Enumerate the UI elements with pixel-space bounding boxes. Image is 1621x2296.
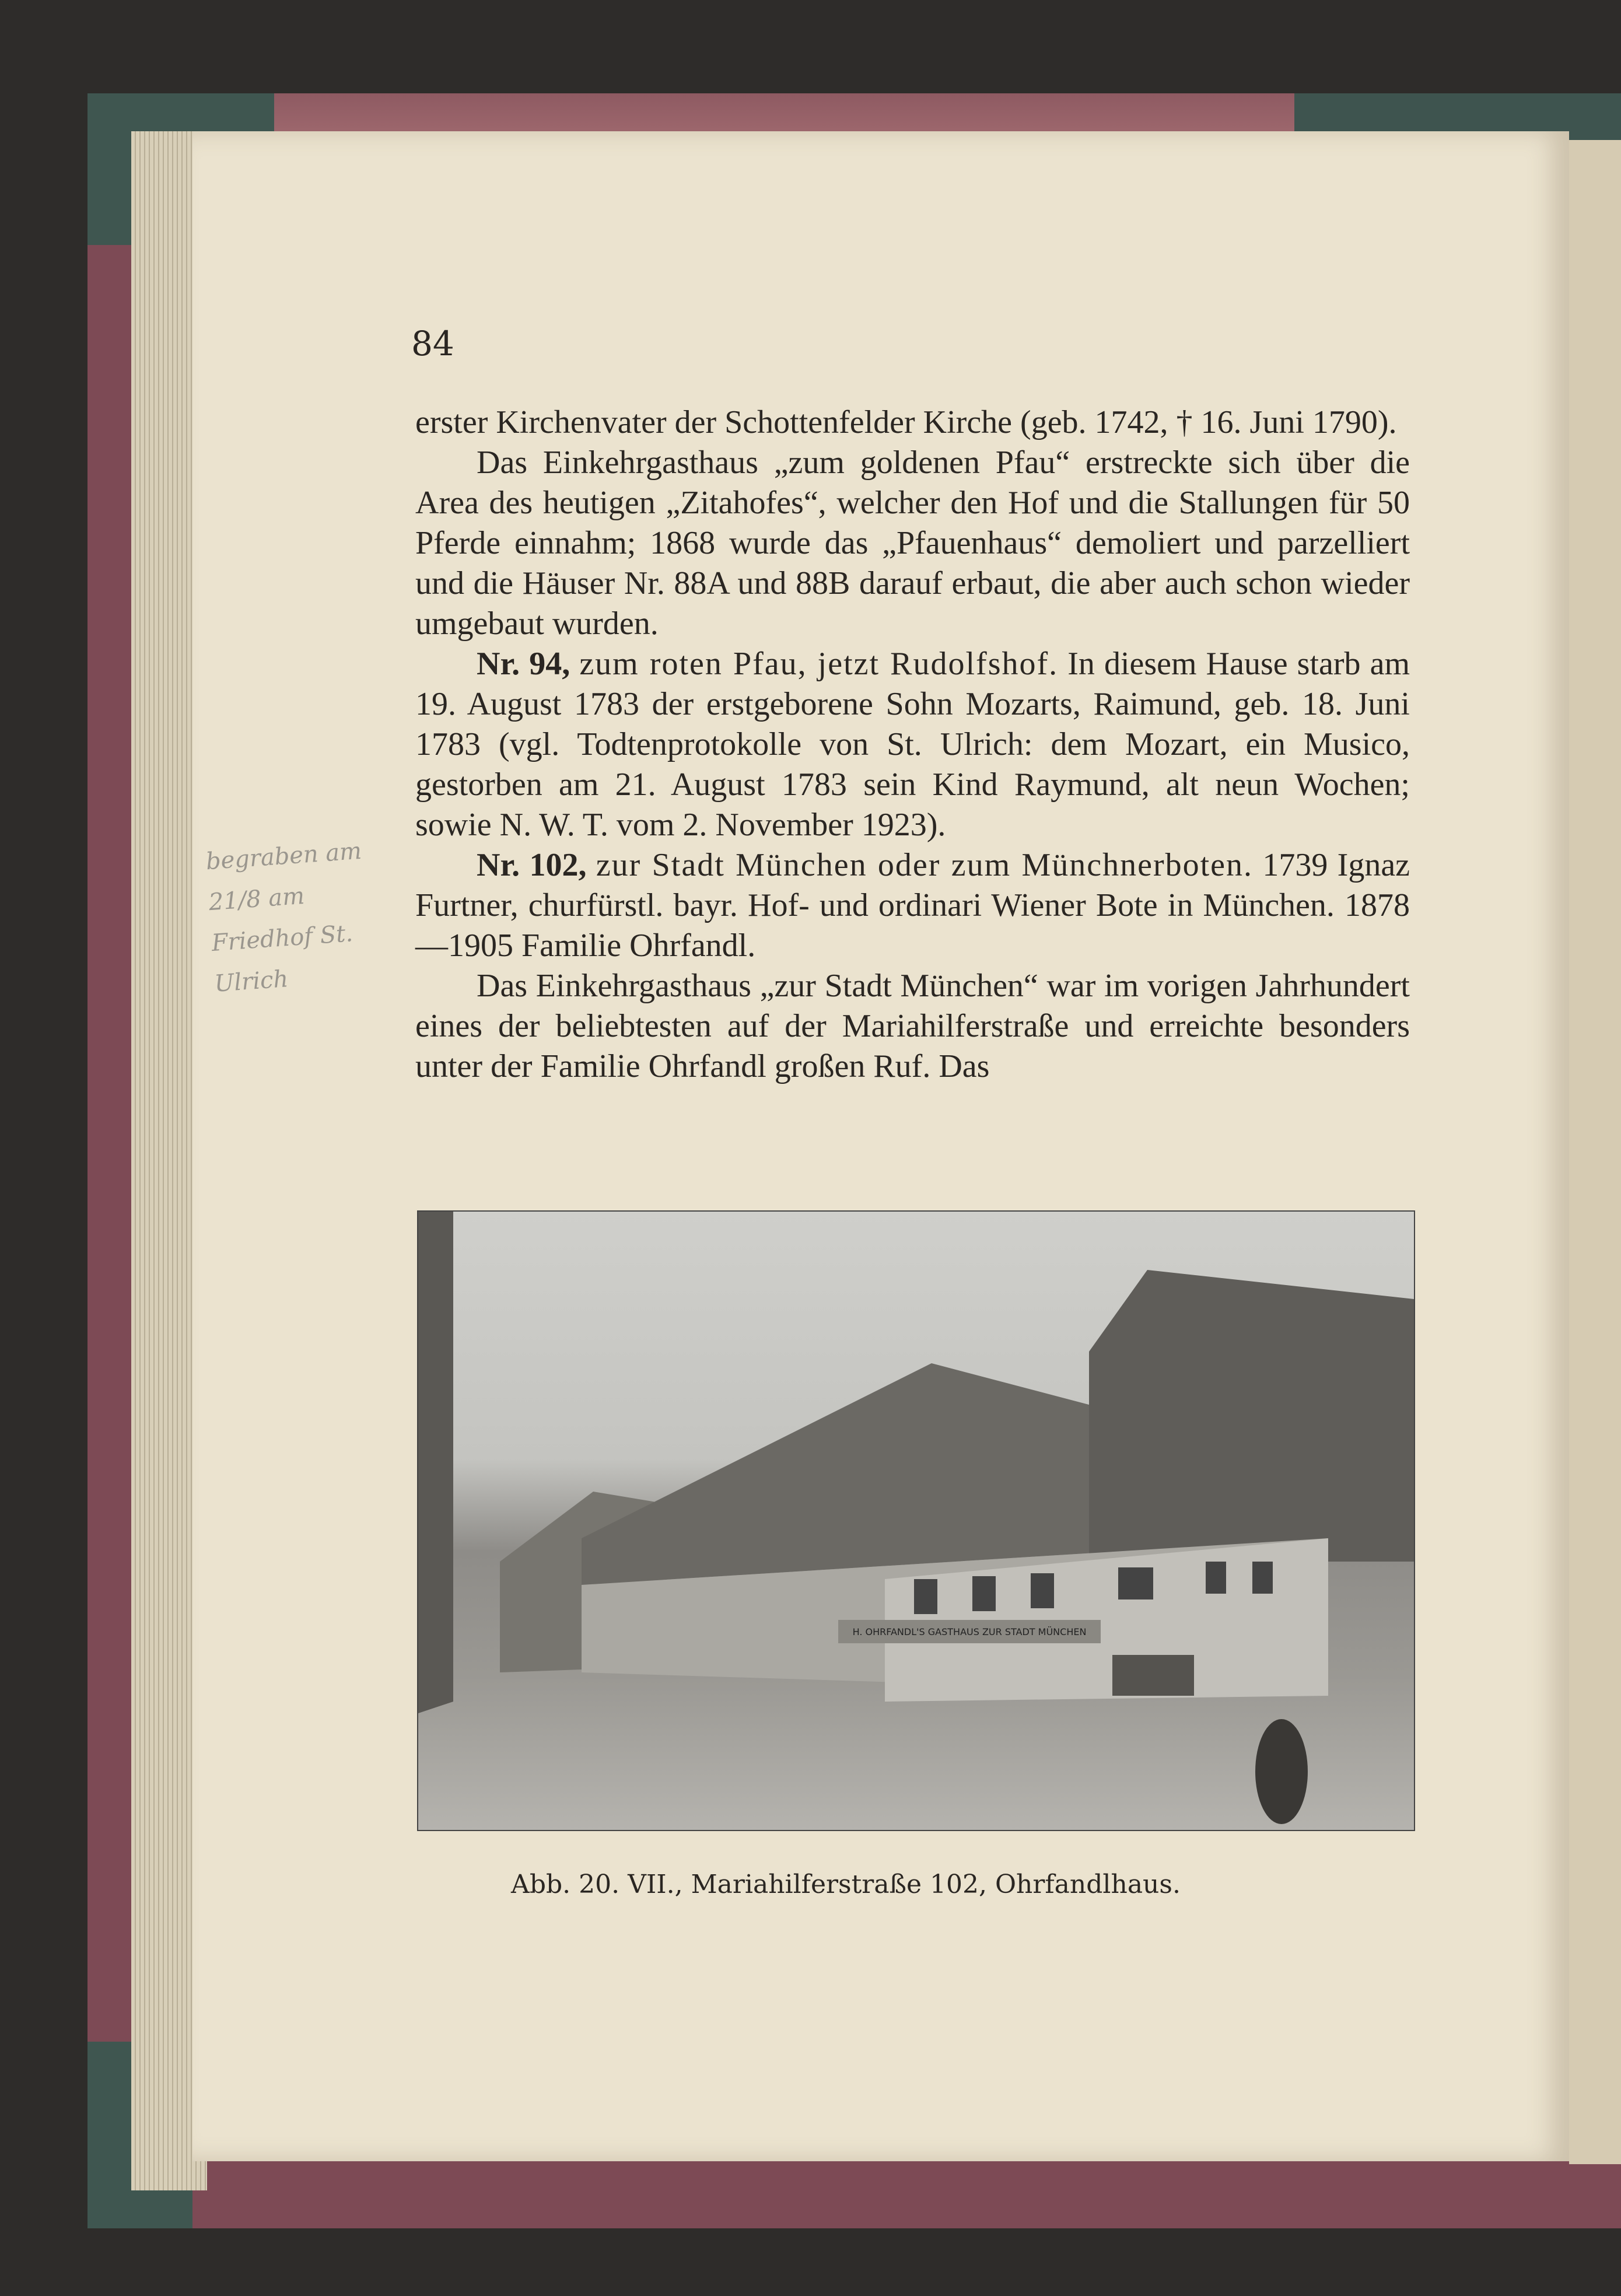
figure-caption: Abb. 20. VII., Mariahilferstraße 102, Ohrfandlhaus.	[511, 1870, 1181, 1899]
house-name: zur Stadt München oder zum Münchnerboten.	[596, 847, 1254, 883]
house-name: zum roten Pfau, jetzt Rudolfshof.	[579, 646, 1059, 682]
house-number: Nr. 102,	[477, 847, 587, 883]
sign: H. OHRFANDL'S GASTHAUS ZUR STADT MÜNCHEN	[852, 1626, 1087, 1637]
house-number: Nr. 94,	[477, 646, 570, 682]
paragraph	[415, 845, 1410, 966]
paragraph-text: 1739 Ignaz Furtner, churfürstl. bayr. Hof- und ordinari Wiener Bote in München. 1878—1905 Familie Ohrfandl.	[415, 847, 1410, 964]
facing-page	[1569, 140, 1621, 2164]
paragraph	[415, 644, 1410, 845]
figure-photo	[417, 1210, 1415, 1831]
body-text	[415, 402, 1410, 1087]
paragraph-text: In diesem Hause starb am 19. August 1783 der erstgeborene Sohn Mozarts, Raimund, geb. 18. Juni 1783 (vgl. Todtenprotokolle von St. Ulrich: dem Mozart, ein Musico, gestorben am 21. August 1783 sein Kind Raymund, alt neun Wochen; sowie N. W. T. vom 2. November 1923).	[415, 646, 1410, 843]
page-number: 84	[411, 324, 454, 363]
handwritten-note: begraben am 21/8 am Friedhof St. Ulrich	[205, 837, 363, 998]
street-scene-illustration	[418, 1212, 1414, 1830]
paragraph: Das Einkehrgasthaus „zur Stadt München“ war im vorigen Jahrhundert eines der beliebtesten auf der Mariahilferstraße und erreichte besonders unter der Familie Ohrfandl großen Ruf. Das	[415, 968, 1410, 1084]
paragraph: Das Einkehrgasthaus „zum goldenen Pfau“ erstreckte sich über die Area des heutigen „Zitahofes“, welcher den Hof und die Stallungen für 50 Pferde einnahm; 1868 wurde das „Pfauenhaus“ demoliert und parzelliert und die Häuser Nr. 88A und 88B darauf erbaut, die aber auch schon wieder umgebaut wurden.	[415, 444, 1410, 642]
paragraph: erster Kirchenvater der Schottenfelder Kirche (geb. 1742, † 16. Juni 1790).	[415, 404, 1397, 440]
